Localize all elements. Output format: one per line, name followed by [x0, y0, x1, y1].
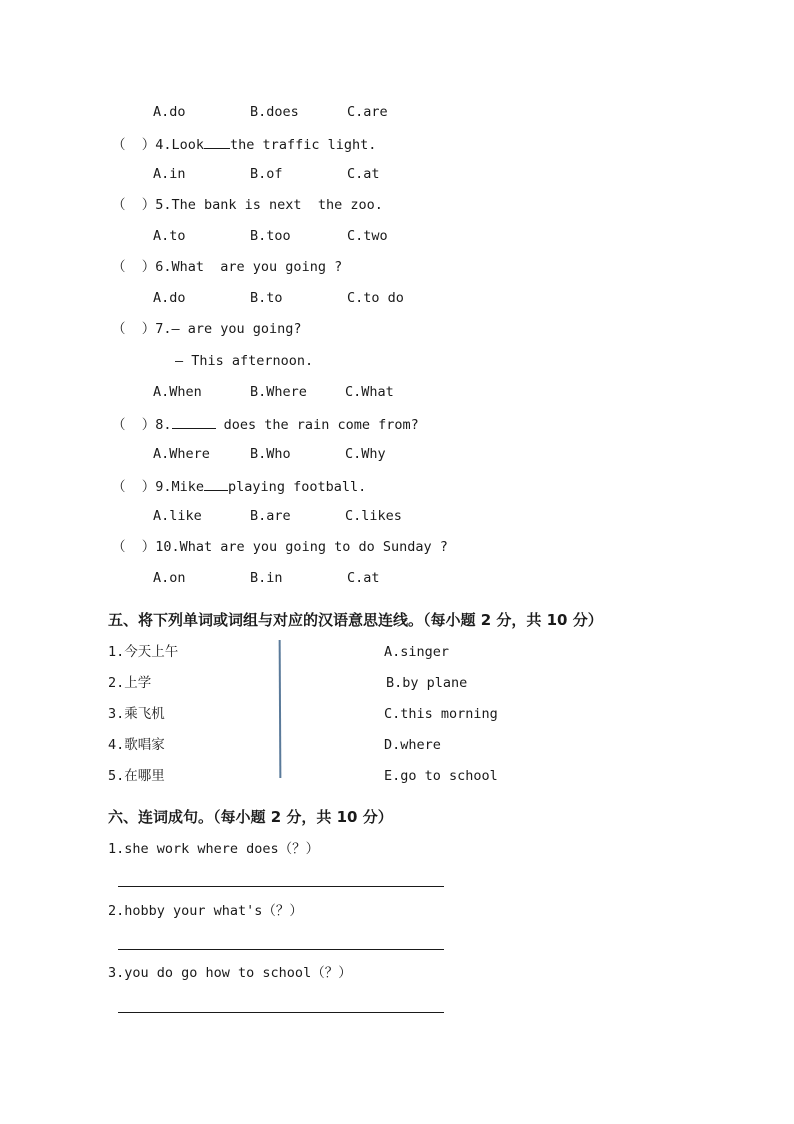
q6-option-a: A.do — [153, 290, 186, 306]
q3-option-a: A.do — [153, 104, 186, 120]
sentence-answer-line-2[interactable] — [118, 949, 444, 950]
q8-question — [112, 414, 419, 434]
q7-text: 7.— are you going? — [155, 321, 302, 337]
q3-option-c: C.are — [347, 104, 388, 120]
q8-option-c: C.Why — [345, 446, 386, 462]
q4-answer-paren[interactable]: （ ） — [112, 137, 156, 153]
q5-option-c: C.two — [347, 228, 388, 244]
q5-answer-paren[interactable]: （ ） — [112, 197, 156, 213]
q10-answer-paren[interactable]: （ ） — [112, 539, 156, 555]
q9-answer-paren[interactable]: （ ） — [112, 479, 156, 495]
section6-title: 六、连词成句。（每小题 2 分，共 10 分） — [108, 808, 393, 826]
q8-option-a: A.Where — [153, 446, 210, 462]
match-right-e[interactable]: E.go to school — [384, 768, 498, 784]
match-left-3[interactable]: 3.乘飞机 — [108, 706, 165, 722]
q3-option-b: B.does — [250, 104, 299, 120]
q6-option-c: C.to do — [347, 290, 404, 306]
q10-text: 10.What are you going to do Sunday ? — [155, 539, 448, 555]
q5-question — [112, 196, 383, 214]
q7-option-c: C.What — [345, 384, 394, 400]
q6-answer-paren[interactable]: （ ） — [112, 259, 156, 275]
sentence-answer-line-1[interactable] — [118, 886, 444, 887]
match-left-5[interactable]: 5.在哪里 — [108, 768, 165, 784]
q8-text-post: does the rain come from? — [215, 417, 419, 433]
match-right-c[interactable]: C.this morning — [384, 706, 498, 722]
q7-answer-paren[interactable]: （ ） — [112, 321, 156, 337]
q9-blank[interactable] — [204, 476, 228, 491]
q9-option-b: B.are — [250, 508, 291, 524]
q5-text: 5.The bank is next the zoo. — [155, 197, 383, 213]
q7-question — [112, 320, 302, 338]
q7-reply: — This afternoon. — [175, 353, 314, 369]
sentence-item-2: 2.hobby your what's（？） — [108, 903, 303, 919]
q7-option-b: B.Where — [250, 384, 307, 400]
match-left-2[interactable]: 2.上学 — [108, 675, 152, 691]
q4-option-a: A.in — [153, 166, 186, 182]
q8-option-b: B.Who — [250, 446, 291, 462]
q4-option-b: B.of — [250, 166, 283, 182]
q9-text-post: playing football. — [228, 479, 367, 495]
match-left-4[interactable]: 4.歌唱家 — [108, 737, 165, 753]
match-right-b[interactable]: B.by plane — [386, 675, 468, 691]
q6-option-b: B.to — [250, 290, 283, 306]
section5-title: 五、将下列单词或词组与对应的汉语意思连线。（每小题 2 分，共 10 分） — [108, 611, 603, 629]
q5-option-b: B.too — [250, 228, 291, 244]
q6-text: 6.What are you going ? — [155, 259, 343, 275]
q7-option-a: A.When — [153, 384, 202, 400]
sentence-item-1: 1.she work where does（？） — [108, 841, 320, 857]
q4-text-pre: 4.Look — [155, 137, 205, 153]
q4-text-post: the traffic light. — [230, 137, 377, 153]
sentence-item-3: 3.you do go how to school（？） — [108, 965, 352, 981]
q9-question — [112, 476, 366, 496]
q5-option-a: A.to — [153, 228, 186, 244]
q4-blank[interactable] — [204, 134, 230, 149]
match-right-a[interactable]: A.singer — [384, 644, 450, 660]
q10-option-a: A.on — [153, 570, 186, 586]
q4-option-c: C.at — [347, 166, 380, 182]
q8-blank[interactable] — [172, 414, 216, 429]
q8-answer-paren[interactable]: （ ） — [112, 417, 156, 433]
sentence-answer-line-3[interactable] — [118, 1012, 444, 1013]
q6-question — [112, 258, 342, 276]
q10-question — [112, 538, 448, 556]
q9-text-pre: 9.Mike — [155, 479, 205, 495]
q10-option-c: C.at — [347, 570, 380, 586]
q4-question — [112, 134, 376, 154]
q9-option-a: A.like — [153, 508, 202, 524]
match-left-1[interactable]: 1.今天上午 — [108, 644, 179, 660]
q9-option-c: C.likes — [345, 508, 402, 524]
q10-option-b: B.in — [250, 570, 283, 586]
match-right-d[interactable]: D.where — [384, 737, 441, 753]
match-divider-line — [279, 640, 282, 778]
q8-text-pre: 8. — [155, 417, 172, 433]
